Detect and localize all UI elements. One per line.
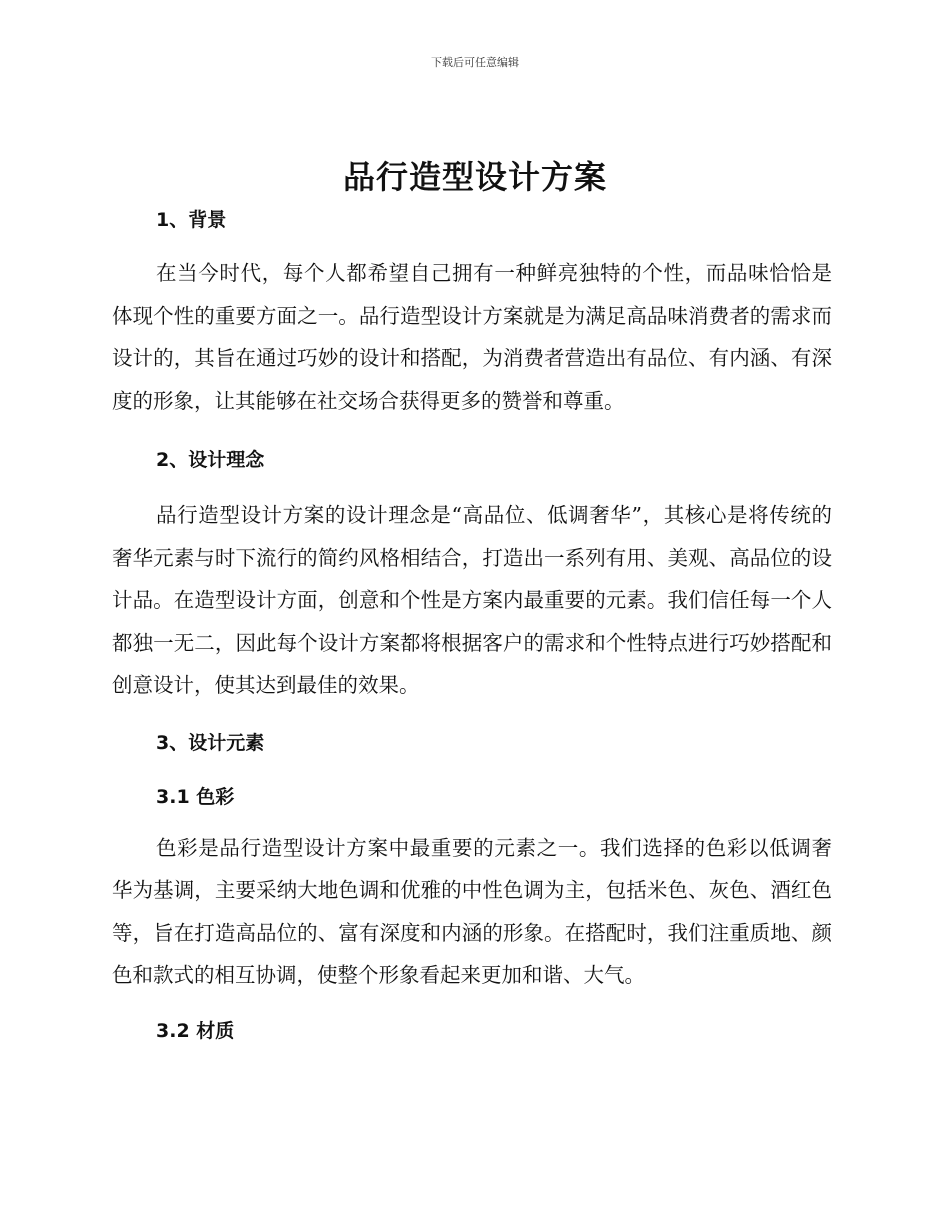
section-paragraph-design-concept: 品行造型设计方案的设计理念是“高品位、低调奢华”，其核心是将传统的奢华元素与时下流行的简约风格相结合，打造出一系列有用、美观、高品位的设计品。在造型设计方面，创意和个性是方案内最重要的元素。我们信任每一个人都独一无二，因此每个设计方案都将根据客户的需求和个性特点进行巧妙搭配和创意设计，使其达到最佳的效果。 (112, 503, 832, 697)
section-heading-design-elements: 3、设计元素 (156, 731, 265, 754)
section-heading-background: 1、背景 (156, 209, 227, 231)
page-header-note: 下载后可任意编辑 (431, 56, 519, 69)
section-paragraph-background: 在当今时代，每个人都希望自己拥有一种鲜亮独特的个性，而品味恰恰是体现个性的重要方面之一。品行造型设计方案就是为满足高品味消费者的需求而设计的，其旨在通过巧妙的设计和搭配，为消费者营造出有品位、有内涵、有深度的形象，让其能够在社交场合获得更多的赞誉和尊重。 (112, 261, 832, 413)
subsection-heading-color: 3.1 色彩 (156, 785, 235, 808)
section-heading-design-concept: 2、设计理念 (156, 449, 265, 471)
document-body (112, 200, 832, 1051)
document-title: 品行造型设计方案 (342, 158, 607, 196)
subsection-heading-material: 3.2 材质 (156, 1019, 235, 1042)
subsection-paragraph-color: 色彩是品行造型设计方案中最重要的元素之一。我们选择的色彩以低调奢华为基调，主要采纳大地色调和优雅的中性色调为主，包括米色、灰色、酒红色等，旨在打造高品位的、富有深度和内涵的形象。在搭配时，我们注重质地、颜色和款式的相互协调，使整个形象看起来更加和谐、大气。 (112, 835, 832, 987)
